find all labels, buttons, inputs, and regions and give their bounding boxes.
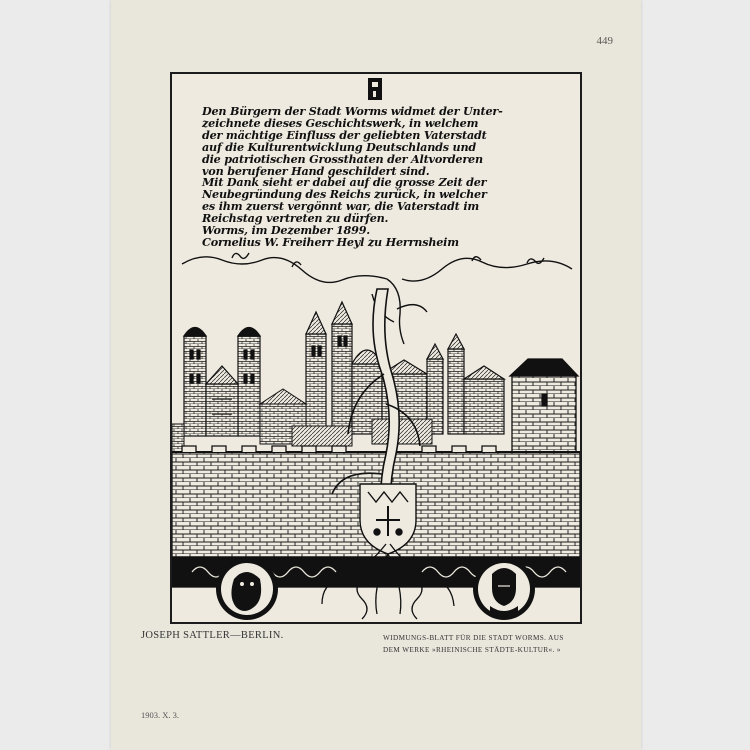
bearded-man-medallion bbox=[216, 558, 278, 620]
title-caption-line: DEM WERKE »RHEINISCHE STÄDTE-KULTUR«. » bbox=[383, 646, 561, 654]
dedication-line: Den Bürgern der Stadt Worms widmet der Unter- bbox=[202, 104, 503, 118]
dedication-text bbox=[202, 106, 562, 249]
dedication-line: Reichstag vertreten zu dürfen. bbox=[202, 211, 389, 226]
dedication-line: Neubegründung des Reichs zurück, in welcher bbox=[202, 187, 487, 202]
page-number: 449 bbox=[596, 35, 613, 47]
title-caption bbox=[383, 632, 623, 656]
round-tower bbox=[510, 359, 578, 461]
book-page bbox=[111, 0, 641, 750]
dedication-line: der mächtige Einfluss der geliebten Vaterstadt bbox=[202, 127, 487, 142]
illustration-plate bbox=[170, 72, 582, 624]
issue-footer: 1903. X. 3. bbox=[141, 710, 180, 720]
key-icon bbox=[368, 78, 382, 100]
dedication-line: von berufener Hand geschildert sind. bbox=[202, 163, 430, 178]
monk-medallion bbox=[473, 558, 535, 620]
dedication-line: Mit Dank sieht er dabei auf die grosse Zeit der bbox=[202, 175, 487, 190]
dedication-line: auf die Kulturentwicklung Deutschlands und bbox=[202, 139, 477, 154]
dedication-line: es ihm zuerst vergönnt war, die Vaterstadt im bbox=[202, 199, 480, 214]
left-cathedral bbox=[184, 328, 260, 437]
dedication-line: Cornelius W. Freiherr Heyl zu Herrnsheim bbox=[202, 234, 459, 249]
dedication-line: zeichnete dieses Geschichtswerk, in welchem bbox=[202, 115, 479, 130]
dedication-line: Worms, im Dezember 1899. bbox=[202, 223, 371, 238]
artist-caption: JOSEPH SATTLER—BERLIN. bbox=[141, 630, 284, 641]
title-caption-line: WIDMUNGS-BLATT FÜR DIE STADT WORMS. AUS bbox=[383, 634, 564, 642]
dedication-line: die patriotischen Grossthaten der Altvorderen bbox=[202, 151, 483, 166]
